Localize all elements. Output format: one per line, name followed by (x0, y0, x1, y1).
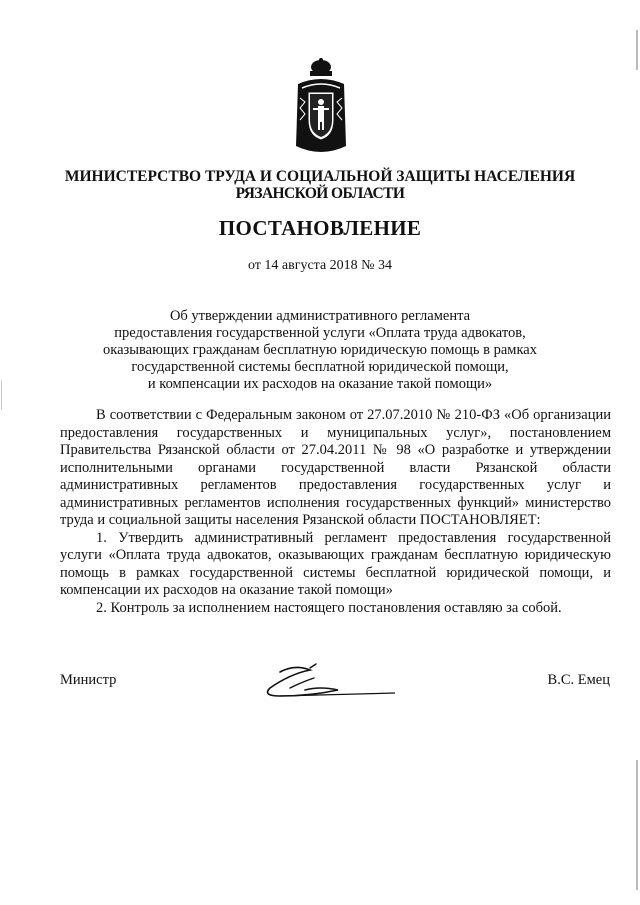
ministry-line-2: РЯЗАНСКОЙ ОБЛАСТИ (235, 185, 405, 202)
scan-edge-mark (636, 760, 638, 890)
handwritten-signature-icon (250, 660, 400, 705)
ministry-name (40, 168, 600, 202)
ministry-line-1: МИНИСТЕРСТВО ТРУДА И СОЦИАЛЬНОЙ ЗАЩИТЫ НАСЕЛЕНИЯ (64, 168, 576, 185)
signer-name: В.С. Емец (547, 672, 610, 688)
subject-line: государственной системы бесплатной юридической помощи, (131, 359, 509, 375)
subject-line: и компенсации их расходов на оказание такой помощи» (147, 376, 493, 392)
ryazan-coat-of-arms-icon (293, 58, 349, 158)
body-paragraph-preamble: В соответствии с Федеральным законом от 27.07.2010 № 210-ФЗ «Об организации предоставления государственных и муниципальных услуг», постановлением Правительства Рязанской области от 27.04.2011 № 98 «О разработке и утверждении исполнительными органами государственной власти Рязанской области административных регламентов предоставления государственных услуг и административных регламентов исполнения государственных функций» министерство труда и социальной защиты населения Рязанской области ПОСТАНОВЛЯЕТ: (60, 407, 611, 528)
subject-line: Об утверждении административного регламента (169, 308, 471, 324)
body-paragraph-item-1: 1. Утвердить административный регламент предоставления государственной услуги «Оплата труда адвокатов, оказывающих гражданам бесплатную юридическую помощь в рамках государственной системы бесплатной юридической помощи, и компенсации их расходов на оказание такой помощи» (60, 529, 611, 598)
body-paragraph-item-2: 2. Контроль за исполнением настоящего постановления оставляю за собой. (96, 599, 562, 616)
document-date-number: от 14 августа 2018 № 34 (247, 258, 393, 273)
scan-edge-mark (636, 30, 638, 70)
document-type-title: ПОСТАНОВЛЕНИЕ (218, 216, 422, 240)
document-body (60, 407, 611, 617)
subject-line: оказывающих гражданам бесплатную юридическую помощь в рамках (103, 342, 537, 358)
scan-edge-mark (1, 380, 2, 410)
signer-position: Министр (60, 672, 117, 688)
subject-line: предоставления государственной услуги «Оплата труда адвокатов, (114, 325, 526, 341)
document-subject (90, 308, 550, 393)
